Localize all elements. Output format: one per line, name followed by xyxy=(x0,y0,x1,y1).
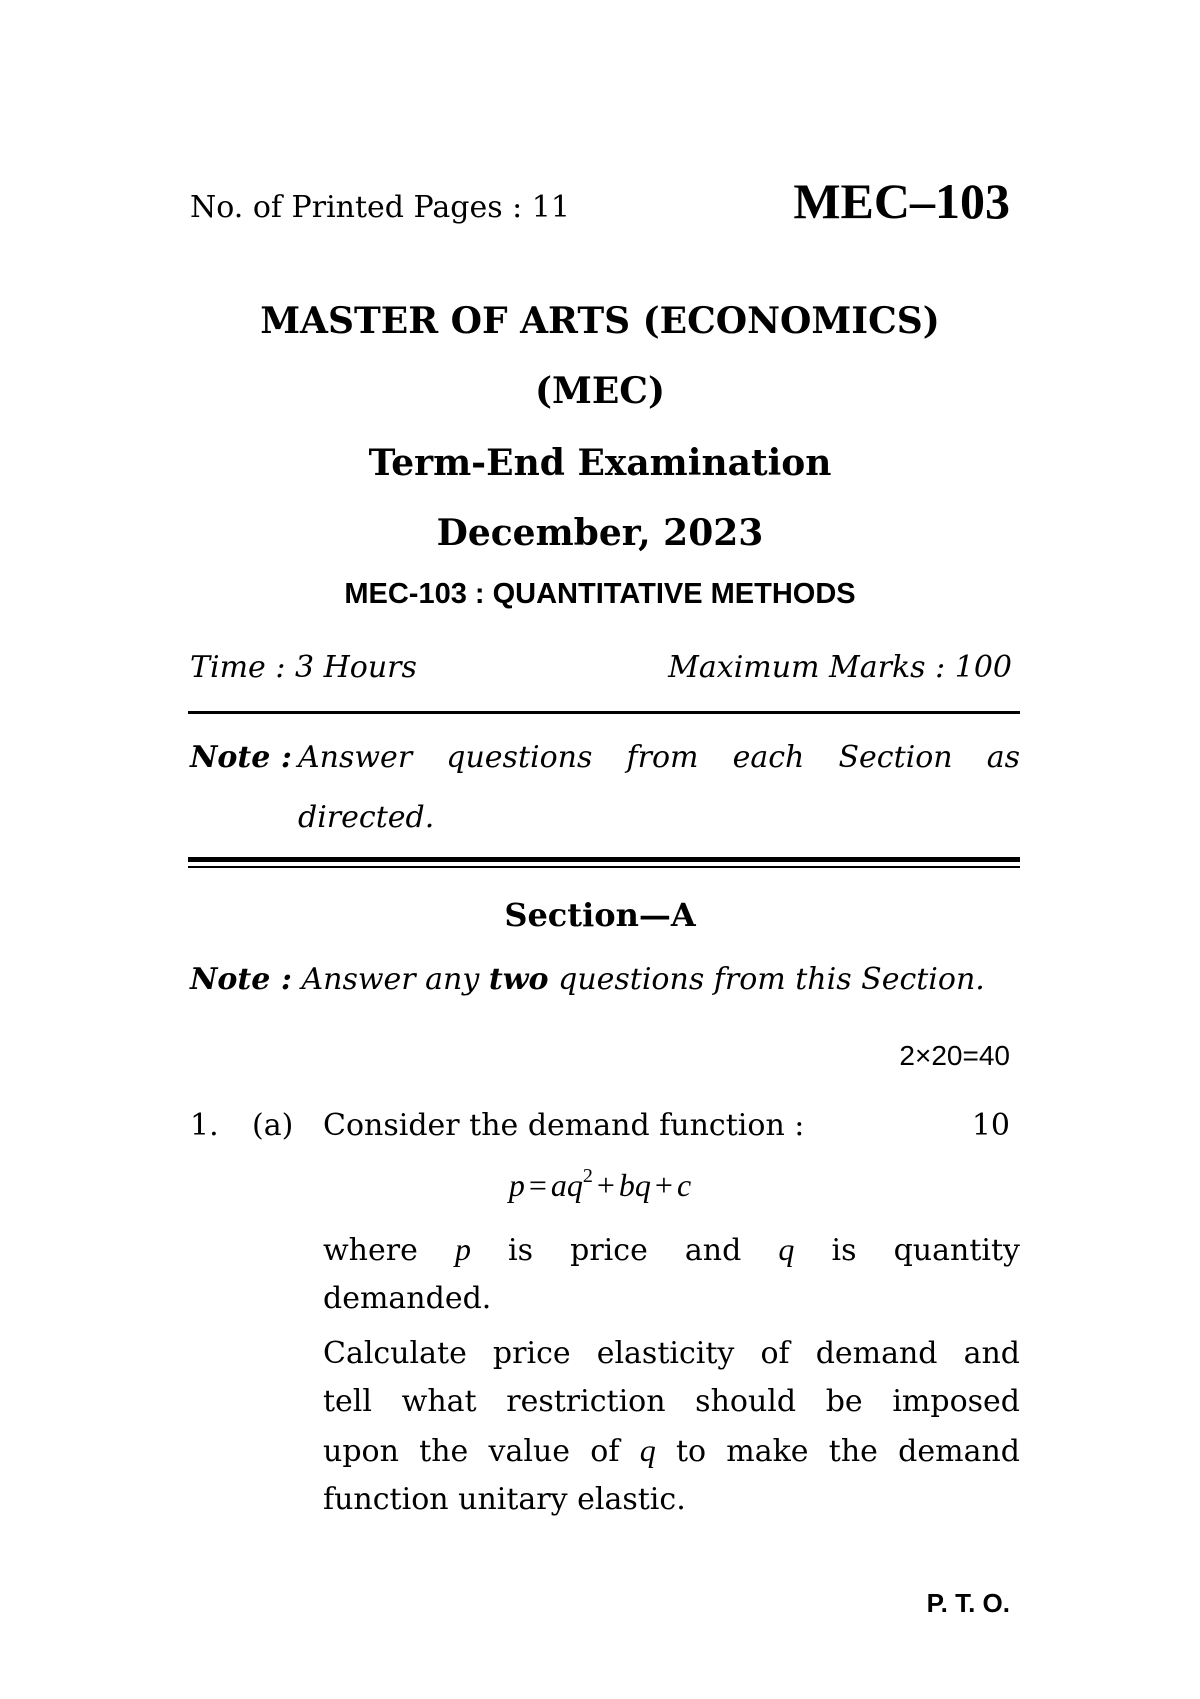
exam-title: Term-End Examination xyxy=(368,442,832,484)
question-number: 1. xyxy=(190,1108,219,1143)
course-title: MEC-103 : QUANTITATIVE METHODS xyxy=(344,578,856,610)
general-note-label: Note : xyxy=(190,740,292,775)
where-text-1: where xyxy=(323,1233,418,1268)
double-divider-thick xyxy=(188,857,1020,862)
programme-abbreviation: (MEC) xyxy=(534,370,665,412)
calc-line-1: Calculate price elasticity of demand and xyxy=(323,1336,1020,1371)
section-a-note-pre: Answer any xyxy=(301,962,480,997)
please-turn-over: P. T. O. xyxy=(926,1588,1010,1618)
where-text-3: is quantity xyxy=(831,1233,1020,1268)
variable-p: p xyxy=(454,1231,471,1267)
general-note-text xyxy=(298,728,1020,848)
section-a-note xyxy=(190,962,985,997)
demand-function-formula xyxy=(0,1165,1200,1204)
calculate-paragraph xyxy=(323,1330,1020,1524)
formula-plus-2: + xyxy=(654,1167,673,1203)
calc-line-4: function unitary elastic. xyxy=(323,1482,686,1517)
question-heading: Consider the demand function : xyxy=(323,1108,805,1143)
formula-equals: = xyxy=(528,1167,547,1203)
variable-q-calc: q xyxy=(639,1432,656,1468)
programme-title: MASTER OF ARTS (ECONOMICS) xyxy=(260,300,940,342)
formula-lhs: p xyxy=(508,1167,525,1203)
formula-plus-1: + xyxy=(596,1167,615,1203)
calc-line-3 xyxy=(323,1426,1020,1476)
variable-q: q xyxy=(778,1231,795,1267)
where-line-2: demanded. xyxy=(323,1281,492,1316)
formula-term-3: c xyxy=(676,1167,692,1203)
course-code-header: MEC–103 xyxy=(793,173,1010,229)
maximum-marks: Maximum Marks : 100 xyxy=(668,650,1012,685)
general-note-line-2: directed. xyxy=(298,800,435,835)
calc-line-3-pre: upon the value of xyxy=(323,1434,620,1469)
question-marks: 10 xyxy=(971,1108,1010,1143)
section-a-marks-allocation: 2×20=40 xyxy=(899,1040,1010,1071)
question-part: (a) xyxy=(252,1108,294,1143)
calc-line-3-post: to make the demand xyxy=(675,1434,1020,1469)
section-a-title: Section—A xyxy=(504,896,696,934)
printed-pages-count: No. of Printed Pages : 11 xyxy=(190,190,570,225)
formula-term-2: bq xyxy=(618,1167,651,1203)
exam-date: December, 2023 xyxy=(436,512,764,554)
formula-exponent: 2 xyxy=(582,1165,593,1187)
where-paragraph xyxy=(323,1225,1020,1323)
exam-duration: Time : 3 Hours xyxy=(190,650,417,685)
general-note-line-1: Answer questions from each Section as xyxy=(298,740,1020,775)
section-a-note-emphasis: two xyxy=(488,962,549,997)
section-a-note-post: questions from this Section. xyxy=(558,962,985,997)
double-divider-thin xyxy=(188,866,1020,868)
where-text-2: is price and xyxy=(508,1233,742,1268)
where-line-1 xyxy=(323,1225,1020,1275)
top-divider xyxy=(188,711,1020,714)
formula-term-1: aq xyxy=(550,1167,583,1203)
section-a-note-label: Note : xyxy=(190,962,292,997)
calc-line-2: tell what restriction should be imposed xyxy=(323,1384,1020,1419)
